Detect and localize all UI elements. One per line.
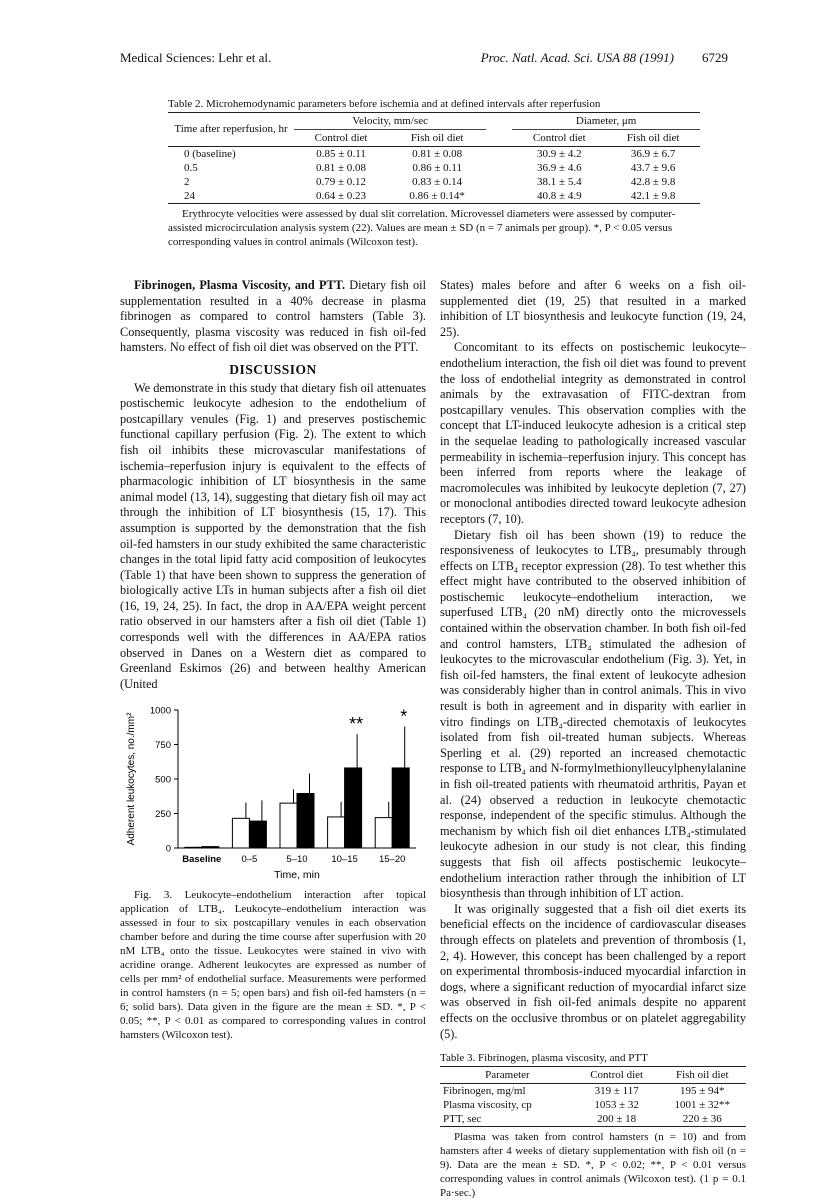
table-row [168,161,700,175]
table-row [440,1098,746,1112]
bar-control [280,803,297,848]
table-cell: 42.1 ± 9.8 [630,190,676,202]
x-tick-label: 0–5 [241,854,258,865]
bar-control [232,818,249,848]
bar-fish-oil [392,768,409,848]
bar-fish-oil [345,768,362,848]
x-tick-label: 10–15 [331,854,358,865]
table-cell: 0 (baseline) [184,148,236,160]
table-cell: Plasma viscosity, cp [443,1099,532,1111]
fish-header: Fish oil diet [675,1069,729,1081]
table-cell: 42.8 ± 9.8 [630,176,676,188]
table-cell: 43.7 ± 9.6 [630,162,676,174]
bar-control [185,847,202,848]
y-tick-label: 250 [155,809,171,820]
section-heading-fibrinogen: Fibrinogen, Plasma Viscosity, and PTT. [134,278,346,292]
table-cell: 0.79 ± 0.12 [316,176,367,188]
x-tick-label: 5–10 [286,854,308,865]
bar-fish-oil [202,847,219,848]
y-tick-label: 750 [155,740,171,751]
table-cell: 0.86 ± 0.14* [409,190,465,202]
bar-control [328,817,345,848]
table-2-footnote: Erythrocyte velocities were assessed by dual slit correlation. Microvessel diameters were assessed by computer-assisted microcirculation analysis system (22). Values are mean ± SD (n = 7 animals per group). *, P < 0.05 versus corresponding values in control animals (Wilcoxon test). [168,208,676,248]
table-2 [168,98,700,249]
table-cell: 200 ± 18 [597,1113,637,1125]
table-cell: 0.83 ± 0.14 [412,176,463,188]
paragraph: Concomitant to its effects on postischemic leukocyte–endothelium interaction, the fish oil diet was found to prevent the loss of endothelial integrity as demonstrated in control animals by the extravasation of FITC-dextran from postcapillary venules. This observation complies with the concept that LT-induced leukocyte adhesion is a critical step in the sequelae leading to pathologically increased vascular permeability in ischemia–reperfusion injury. This concept has been inferred from reports where the leakage of macromolecules was inhibited by leukocyte depletion (7, 27) or monoclonal antibodies directed toward leukocyte adhesion receptors (7, 10). [440,340,746,526]
table-2-caption: Table 2. Microhemodynamic parameters before ischemia and at defined intervals after reperfusion [168,98,601,110]
table-cell: 1001 ± 32** [674,1099,730,1111]
running-head-left: Medical Sciences: Lehr et al. [120,50,272,65]
table-cell: 0.81 ± 0.08 [316,162,367,174]
table-3 [440,1052,746,1200]
table-cell: Fibrinogen, mg/ml [443,1085,526,1097]
table-row [168,175,700,189]
page-number: 6729 [702,50,728,65]
table-row [168,147,700,162]
significance-marker: ** [349,714,364,735]
table-row [440,1084,746,1099]
table-cell: 195 ± 94* [679,1085,725,1097]
y-axis-label: Adherent leukocytes, no./mm² [126,712,137,846]
table-cell: 38.1 ± 5.4 [537,176,582,188]
y-tick-label: 1000 [149,705,171,717]
table-cell: 0.85 ± 0.11 [316,148,366,160]
diameter-fish-header: Fish oil diet [626,132,680,144]
velocity-header: Velocity, mm/sec [294,113,486,130]
table-cell: 1053 ± 32 [594,1099,639,1111]
diameter-control-header: Control diet [532,132,586,144]
table-cell: PTT, sec [443,1113,482,1125]
y-tick-label: 0 [165,843,171,855]
table-2-grid [168,112,700,204]
velocity-fish-header: Fish oil diet [410,132,464,144]
table-cell: 0.86 ± 0.11 [412,162,462,174]
paragraph: Dietary fish oil supplementation resulted in a 40% decrease in plasma fibrinogen as compared to control hamsters (Table 3). Consequently, plasma viscosity was reduced in fish oil-fed hamsters. No effect of fish oil diet was observed on the PTT. [120,278,427,355]
right-column [440,278,746,1042]
table-3-grid [440,1066,746,1127]
bar-control [375,818,392,848]
table-cell: 36.9 ± 6.7 [630,148,676,160]
table-cell: 40.8 ± 4.9 [537,190,582,202]
left-column [120,278,426,692]
table-cell: 30.9 ± 4.2 [537,148,582,160]
table-2-time-header: Time after reperfusion, hr [174,123,288,135]
table-cell: 2 [184,176,190,188]
table-cell: 0.81 ± 0.08 [412,148,463,160]
paragraph: Dietary fish oil has been shown (19) to reduce the responsiveness of leukocytes to LTB₄, presumably through effects on LTB₄ receptor expression (28). To test whether this effect might have contributed to the observed inhibition of postischemic leukocyte–endothelium interaction, we superfused LTB₄ (20 nM) directly onto the microvessels contained within the observation chamber. In both fish oil-fed and control hamsters, LTB₄ stimulated the adhesion of leukocytes to the microvascular endothelium (Fig. 3). Yet, in fish oil-fed hamsters, the final extent of leukocyte adhesion was considerably higher than in control animals. This in vivo result is both in agreement and in disparity with earlier in vitro findings on LTB₄-directed chemotaxis of leukocytes isolated from fish oil-treated human subjects. Whereas Sperling et al. (29) reported an increased chemotactic response to LTB₄ and N-formylmethionylleucylphenylalanine in fish oil-treated patients with rheumatoid arthritis, Payan et al. (24) observed a reduction in leukocyte chemotactic response, independent of the specific stimulus. Although the mechanism by which fish oil diet enhances LTB₄-stimulated leukocyte adhesion in our study is not clear, this finding suggests that fish oil affects postischemic leukocyte–endothelium interaction rather through the inhibition of LT biosynthesis than through inhibition of LT action. [440,527,746,901]
paragraph: We demonstrate in this study that dietary fish oil attenuates postischemic leukocyte adhesion to the endothelium of postcapillary venules (Fig. 1) and preserves postischemic functional capillary perfusion (Fig. 2). The extent to which fish oil inhibits these microvascular manifestations of ischemia–reperfusion injury is equivalent to the effects of pharmacologic inhibition of LT biosynthesis in the same animal model (13, 14), suggesting that dietary fish oil may act through the inhibition of LT biosynthesis (15, 17). This assumption is supported by the demonstration that the fish oil-fed hamsters in our study exhibited the same characteristic changes in the total lipid fatty acid composition of leukocytes (Table 1) that have been shown to suppress the generation of biologically active LTs in human subjects after a fish oil diet (16, 19, 24, 25). In fact, the drop in AA/EPA weight percent ratio observed in our hamsters after a fish oil diet (Table 1) corresponds well with the differences in AA/EPA ratios observed in Danes on a Western diet as compared to Greenland Eskimos (26) and between healthy American (United [120,380,426,691]
y-tick-label: 500 [155,774,171,786]
running-head-right [481,50,728,66]
table-3-caption: Table 3. Fibrinogen, plasma viscosity, and PTT [440,1052,648,1064]
table-3-footnote: Plasma was taken from control hamsters (n = 10) and from hamsters after 4 weeks of dietary supplementation with fish oil (n = 9). Data are the mean ± SD. *, P < 0.02; **, P < 0.01 versus corresponding values in control animals (Wilcoxon test). (1 p = 0.1 Pa·sec.) [440,1131,746,1199]
x-axis-label: Time, min [274,869,320,881]
paragraph: States) males before and after 6 weeks on a fish oil-supplemented diet (19, 25) that resulted in a marked inhibition of LT biosynthesis and leukocyte function (19, 24, 25). [440,278,746,339]
table-cell: 220 ± 36 [682,1113,722,1125]
diameter-header: Diameter, μm [512,113,700,130]
velocity-control-header: Control diet [314,132,368,144]
bar-fish-oil [249,821,266,848]
discussion-heading: DISCUSSION [229,361,317,377]
table-cell: 36.9 ± 4.6 [537,162,582,174]
figure-3-caption [120,888,426,1042]
figure-3-chart [120,702,426,882]
paragraph: It was originally suggested that a fish oil diet exerts its beneficial effects on the incidence of cardiovascular diseases through effects on platelets and prevention of thrombosis (1, 2, 4). However, this concept has been challenged by a report on experimental thrombosis-induced myocardial infarction in dogs, where a significant reduction of myocardial infarct size was observed in fish oil-fed animals despite no apparent effects on the occlusive thrombus or on platelet aggregability (5). [440,901,746,1041]
table-cell: 0.64 ± 0.23 [316,190,367,202]
table-row [168,189,700,204]
control-header: Control diet [590,1069,644,1081]
table-cell: 319 ± 117 [594,1085,639,1097]
x-tick-label: 15–20 [378,854,406,865]
table-row [440,1112,746,1127]
journal-citation: Proc. Natl. Acad. Sci. USA 88 (1991) [480,50,674,65]
bar-fish-oil [297,793,314,848]
table-cell: 0.5 [184,162,198,174]
significance-marker: * [400,706,408,727]
caption-text: Fig. 3. Leukocyte–endothelium interaction after topical application of LTB₄. Leukocyte–endothelium interaction was assessed in four to six postcapillary venules in each observation chamber before and during the time course after superfusion with 20 nM LTB₄ onto the tissue. Leukocytes were stained in vivo with acridine orange. Adherent leukocytes are expressed as number of cells per mm² of endothelial surface. Measurements were performed in control hamsters (n = 5; open bars) and fish oil-fed hamsters (n = 6; solid bars). Data given in the figure are the mean ± SD. *, P < 0.05; **, P < 0.01 as compared to corresponding values in control hamsters (Wilcoxon test). [120,889,426,1041]
x-tick-label: Baseline [182,854,222,865]
parameter-header: Parameter [485,1069,530,1081]
table-cell: 24 [184,190,195,202]
